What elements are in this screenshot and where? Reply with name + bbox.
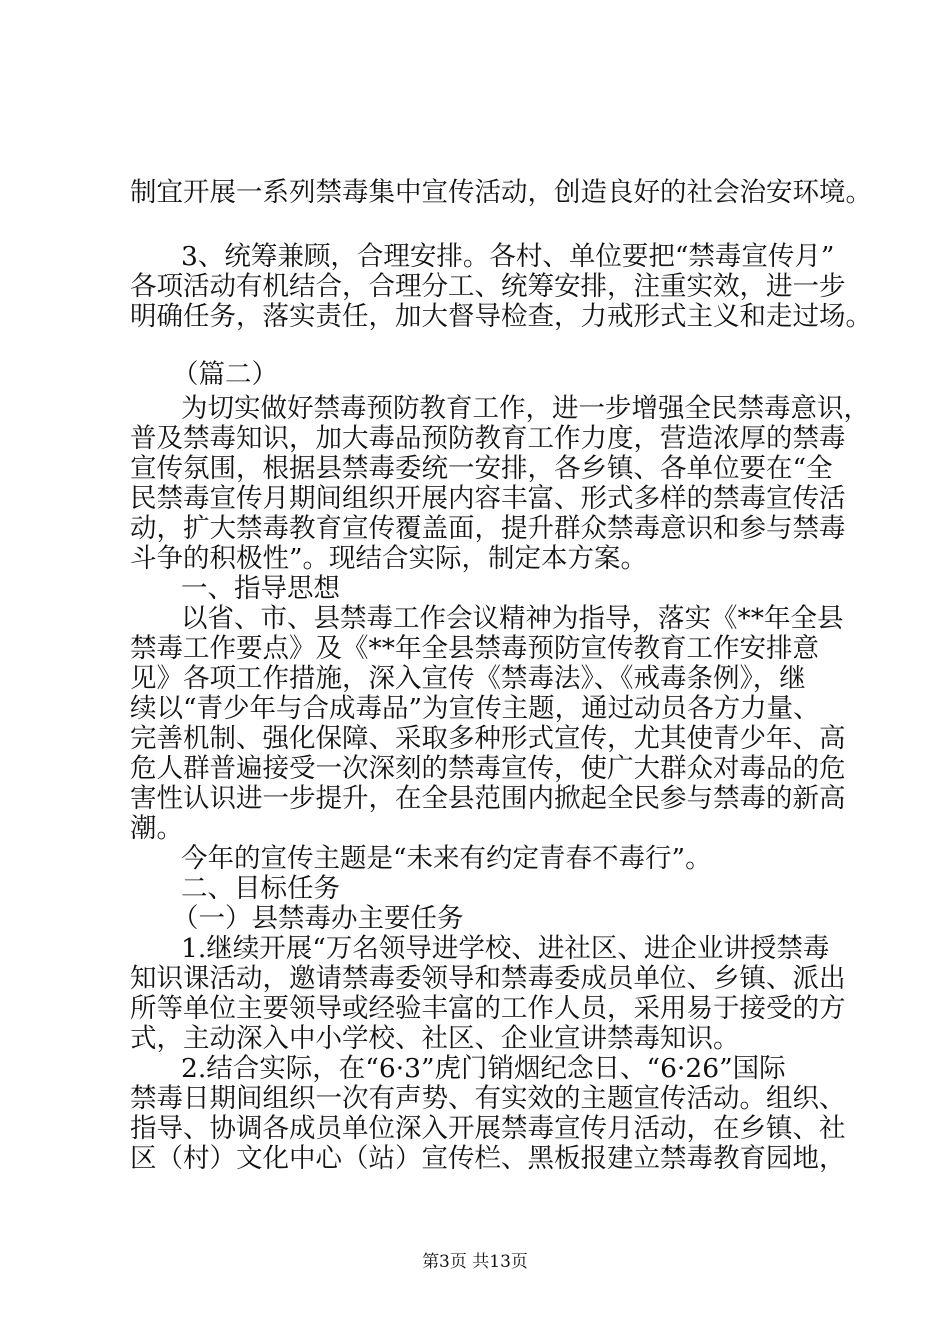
text-line: 危人群普遍接受一次深刻的禁毒宣传，使广大群众对毒品的危 [130, 753, 846, 784]
text-line: 2.结合实际，在“6·3”虎门销烟纪念日、“6·26”国际 [181, 1053, 786, 1084]
section-heading: （篇二） [172, 359, 278, 390]
text-line: 今年的宣传主题是“未来有约定青春不毒行”。 [181, 843, 712, 874]
text-line: 续以“青少年与合成毒品”为宣传主题，通过动员各方力量、 [130, 693, 820, 724]
text-line: 以省、市、县禁毒工作会议精神为指导，落实《**年全县 [181, 603, 844, 634]
text-line: 所等单位主要领导或经验丰富的工作人员，采用易于接受的方 [130, 993, 846, 1024]
text-line: 潮。 [130, 813, 183, 844]
text-line: 完善机制、强化保障、采取多种形式宣传，尤其使青少年、高 [130, 723, 846, 754]
text-line: 式，主动深入中小学校、社区、企业宣讲禁毒知识。 [130, 1023, 740, 1054]
text-line: 动，扩大禁毒教育宣传覆盖面，提升群众禁毒意识和参与禁毒 [130, 513, 846, 544]
text-line: 明确任务，落实责任，加大督导检查，力戒形式主义和走过场。 [130, 301, 872, 332]
page-number-footer: 第3页 共13页 [422, 1252, 528, 1272]
text-line: 民禁毒宣传月期间组织开展内容丰富、形式多样的禁毒宣传活 [130, 483, 846, 514]
text-line: 制宜开展一系列禁毒集中宣传活动，创造良好的社会治安环境。 [130, 177, 872, 208]
section-heading: 二、目标任务 [181, 873, 340, 904]
text-line: 普及禁毒知识，加大毒品预防教育工作力度，营造浓厚的禁毒 [130, 423, 846, 454]
text-line: 斗争的积极性”。现结合实际，制定本方案。 [130, 543, 648, 574]
section-heading: 一、指导思想 [181, 573, 340, 604]
text-line: 3、统筹兼顾，合理安排。各村、单位要把“禁毒宣传月” [181, 241, 835, 272]
text-line: 禁毒日期间组织一次有声势、有实效的主题宣传活动。组织、 [130, 1083, 846, 1114]
text-line: 为切实做好禁毒预防教育工作，进一步增强全民禁毒意识， [181, 393, 870, 424]
text-line: 知识课活动，邀请禁毒委领导和禁毒委成员单位、乡镇、派出 [130, 963, 846, 994]
text-line: 区（村）文化中心（站）宣传栏、黑板报建立禁毒教育园地， [130, 1143, 846, 1174]
text-line: 各项活动有机结合，合理分工、统筹安排，注重实效，进一步 [130, 271, 846, 302]
text-line: 禁毒工作要点》及《**年全县禁毒预防宣传教育工作安排意 [130, 633, 819, 664]
text-line: 见》各项工作措施，深入宣传《禁毒法》、《戒毒条例》，继 [130, 663, 806, 694]
text-line: 害性认识进一步提升，在全县范围内掀起全民参与禁毒的新高 [130, 783, 846, 814]
subsection-heading: （一）县禁毒办主要任务 [172, 903, 464, 934]
text-line: 宣传氛围，根据县禁毒委统一安排，各乡镇、各单位要在“全 [130, 453, 833, 484]
text-line: 指导、协调各成员单位深入开展禁毒宣传月活动，在乡镇、社 [130, 1113, 846, 1144]
text-line: 1.继续开展“万名领导进学校、进社区、进企业讲授禁毒 [181, 933, 830, 964]
